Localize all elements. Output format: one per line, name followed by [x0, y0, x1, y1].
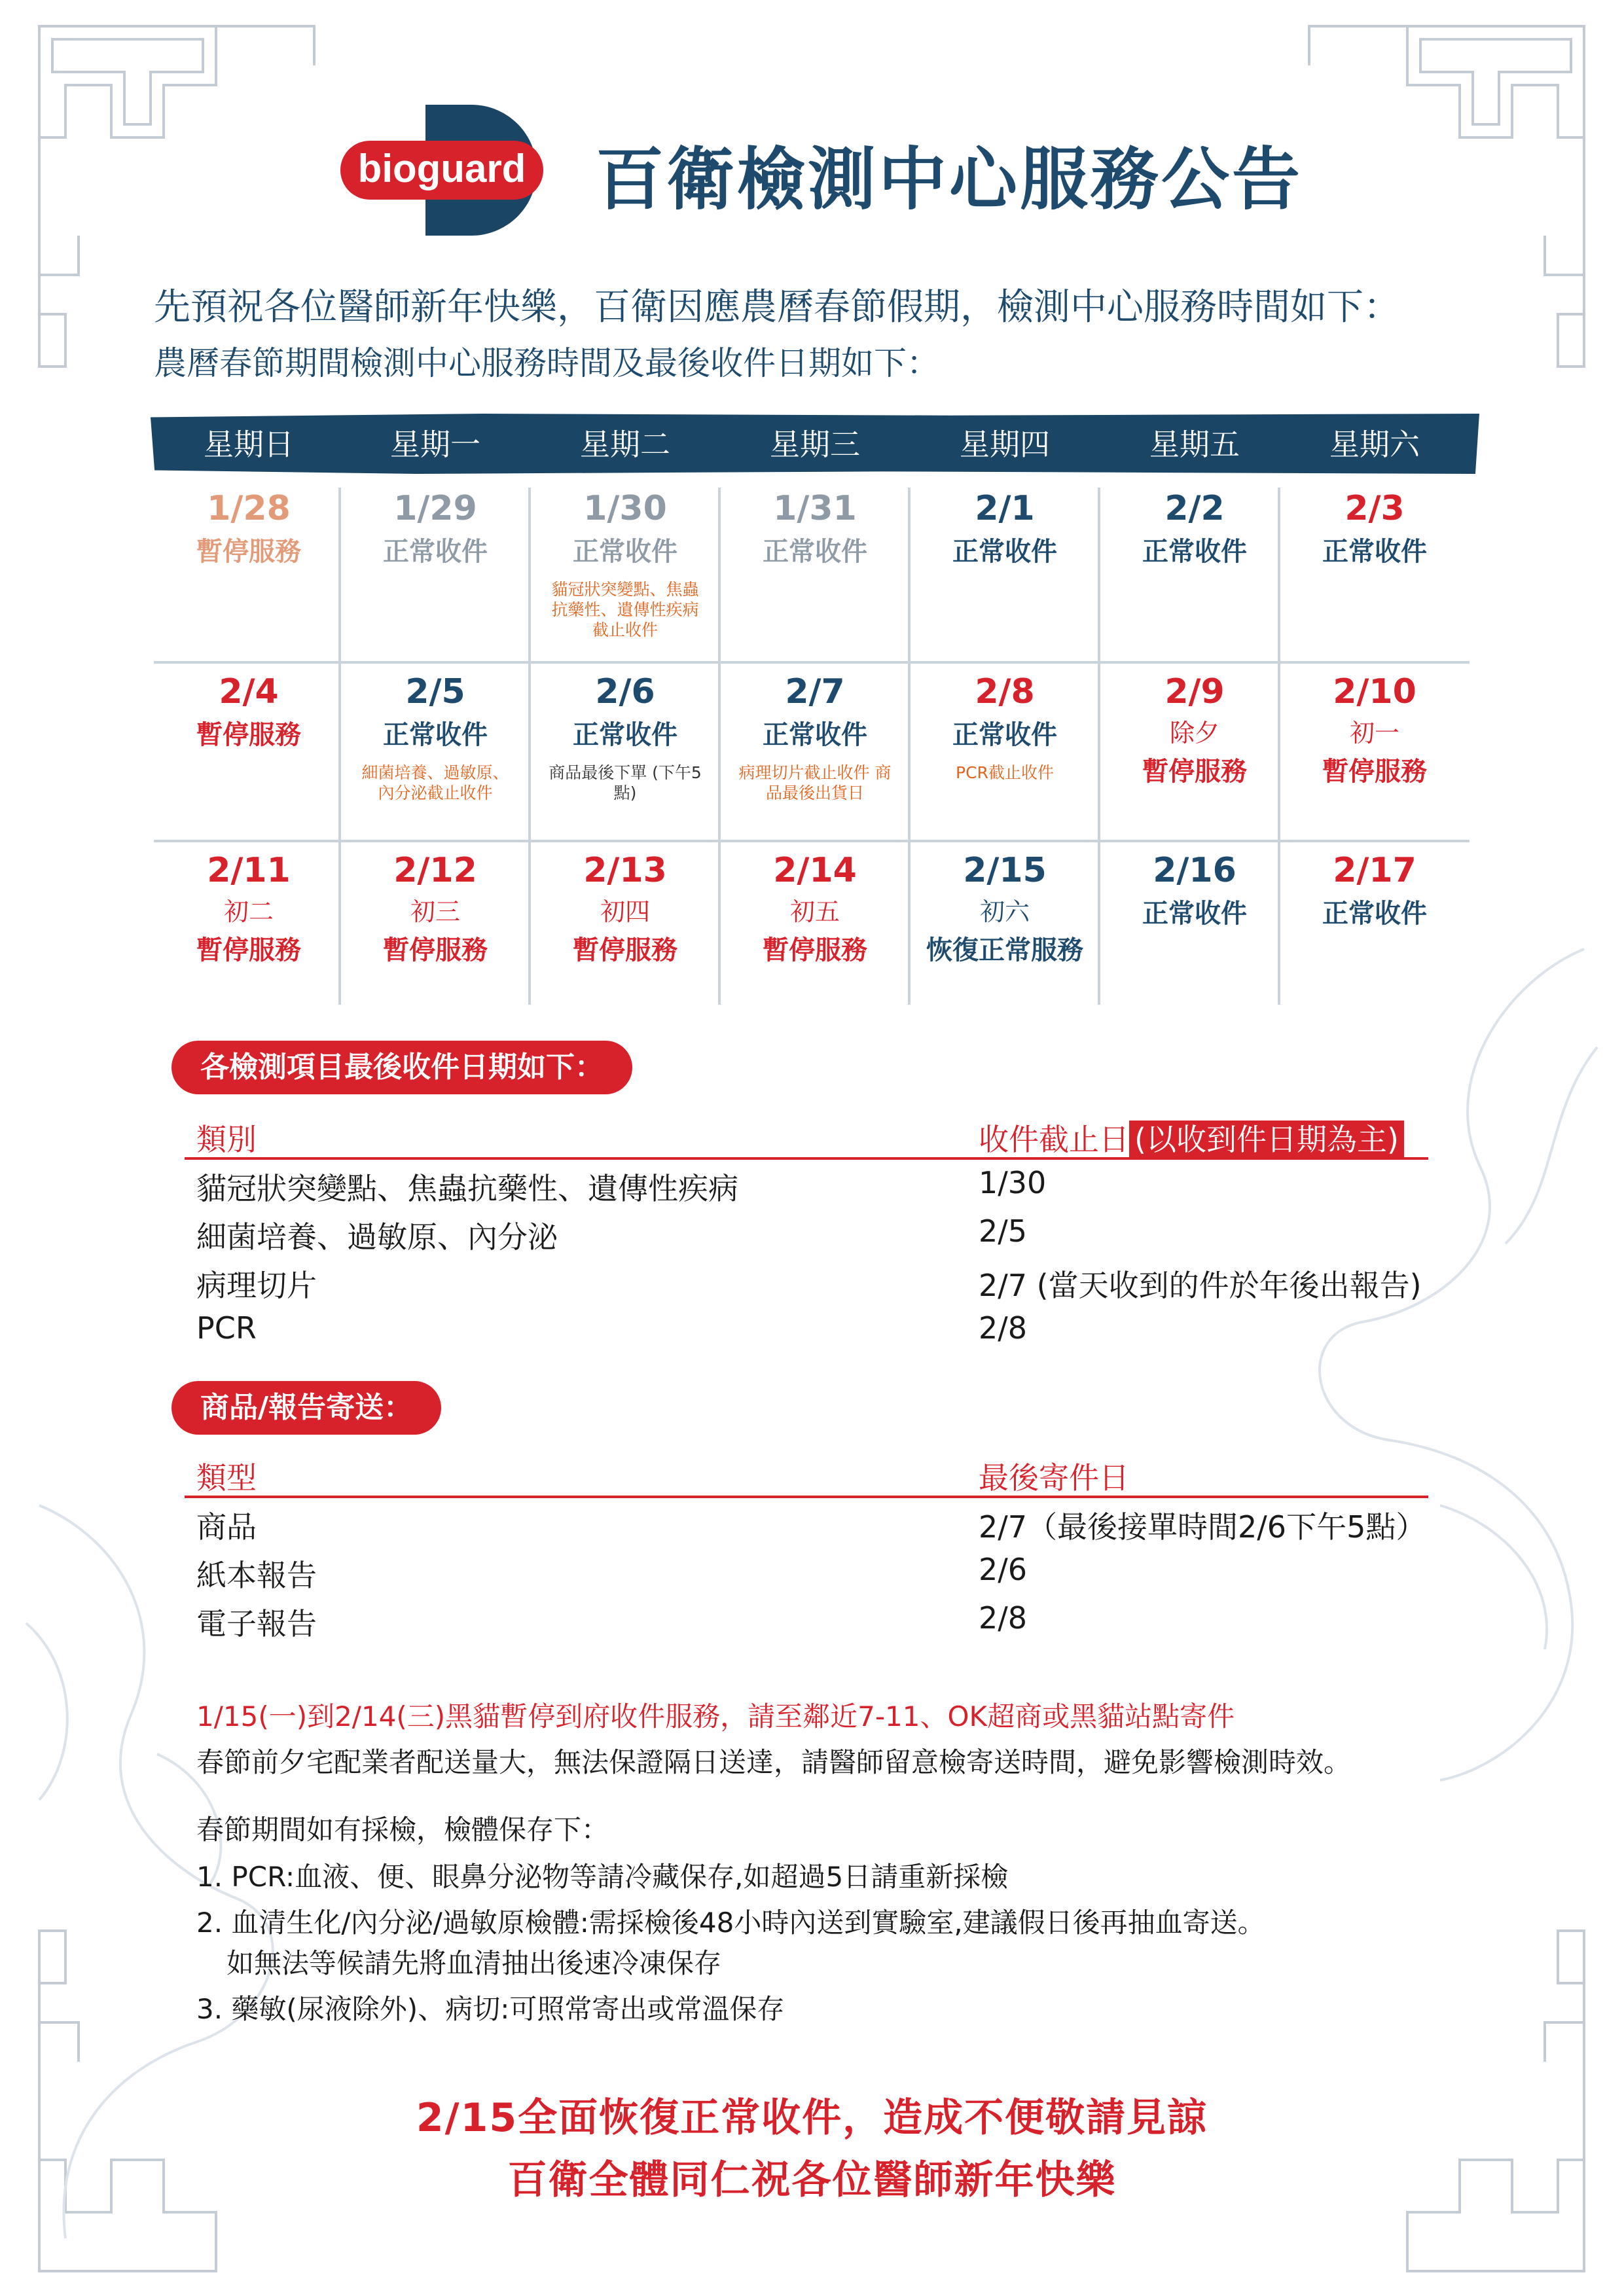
calendar-day-cell	[910, 488, 1100, 570]
bioguard-logo	[340, 105, 556, 236]
shipping-col-date: 最後寄件日	[979, 1460, 1129, 1496]
calendar-date: 1/29	[393, 489, 477, 528]
calendar-day-cell	[340, 488, 530, 570]
calendar-date: 2/17	[1333, 851, 1416, 890]
table-row-label: PCR	[196, 1310, 257, 1346]
calendar-day-cell	[154, 850, 344, 969]
calendar-lunar-day: 初五	[789, 897, 840, 926]
calendar-row-divider	[154, 840, 1470, 842]
deadlines-section-pill: 各檢測項目最後收件日期如下：	[171, 1041, 632, 1094]
shipping-section-pill: 商品/報告寄送：	[171, 1381, 441, 1435]
calendar-lunar-day: 初二	[223, 897, 274, 926]
calendar-date: 1/31	[773, 489, 857, 528]
intro-line-1: 先預祝各位醫師新年快樂，百衛因應農曆春節假期，檢測中心服務時間如下：	[154, 286, 1400, 329]
calendar-status: 正常收件	[573, 720, 677, 750]
table-row-label: 貓冠狀突變點、焦蟲抗藥性、遺傳性疾病	[196, 1171, 738, 1206]
calendar-lunar-day: 初一	[1349, 719, 1399, 747]
weekday-header: 星期六	[1329, 427, 1420, 462]
calendar-status: 正常收件	[1322, 899, 1427, 929]
calendar-status: 暫停服務	[196, 537, 301, 567]
calendar-lunar-day: 初四	[600, 897, 650, 926]
table-row-label: 商品	[196, 1509, 257, 1545]
storage-item-3: 3. 藥敏(尿液除外)、病切:可照常寄出或常溫保存	[196, 1993, 785, 2025]
calendar-status: 正常收件	[1322, 537, 1427, 567]
calendar-status: 暫停服務	[1142, 757, 1247, 787]
calendar-day-cell	[720, 671, 910, 803]
calendar-status: 暫停服務	[573, 935, 677, 965]
logo-text: bioguard	[357, 147, 526, 190]
weekday-header: 星期日	[204, 427, 294, 462]
calendar-date: 2/8	[975, 672, 1035, 711]
calendar-date: 2/10	[1333, 672, 1416, 711]
calendar-status: 正常收件	[383, 537, 488, 567]
closing-line-1: 2/15全面恢復正常收件，造成不便敬請見諒	[416, 2095, 1208, 2141]
deadlines-col-date: 收件截止日 (以收到件日期為主)	[979, 1116, 1404, 1159]
calendar-day-cell	[1100, 671, 1290, 790]
weekday-header: 星期三	[770, 427, 860, 462]
weekday-header: 星期二	[580, 427, 670, 462]
table-row-value: 2/5	[979, 1213, 1028, 1249]
weekday-header: 星期一	[390, 427, 480, 462]
table-row-value: 2/7（最後接單時間2/6下午5點）	[979, 1509, 1426, 1545]
calendar-day-cell	[910, 850, 1100, 969]
storage-item-2-cont: 如無法等候請先將血清抽出後速冷凍保存	[226, 1947, 722, 1979]
calendar-status: 暫停服務	[1322, 757, 1427, 787]
calendar-date: 2/15	[963, 851, 1047, 890]
calendar-lunar-day: 初六	[979, 897, 1030, 926]
calendar-day-cell	[1280, 488, 1470, 570]
calendar-status: 恢復正常服務	[926, 935, 1083, 965]
calendar-note: 貓冠狀突變點、焦蟲抗藥性、遺傳性疾病截止收件	[551, 580, 699, 639]
table-row-value: 2/7 (當天收到的件於年後出報告)	[979, 1268, 1422, 1303]
calendar-lunar-day: 初三	[410, 897, 460, 926]
calendar-status: 正常收件	[952, 720, 1057, 750]
calendar-date: 2/13	[583, 851, 667, 890]
storage-item-2: 2. 血清生化/內分泌/過敏原檢體:需採檢後48小時內送到實驗室,建議假日後再抽血寄送。	[196, 1907, 1265, 1939]
shipping-divider	[185, 1496, 1428, 1498]
table-row-label: 電子報告	[196, 1606, 317, 1641]
calendar-status: 正常收件	[1142, 899, 1247, 929]
calendar-note: 細菌培養、過敏原、內分泌截止收件	[361, 763, 509, 802]
notice-black-cat: 1/15(一)到2/14(三)黑貓暫停到府收件服務，請至鄰近7-11、OK超商或黑貓站點寄件	[196, 1700, 1235, 1732]
calendar-date: 2/14	[773, 851, 857, 890]
notice-delivery: 春節前夕宅配業者配送量大，無法保證隔日送達，請醫師留意檢寄送時間，避免影響檢測時效。	[196, 1746, 1352, 1778]
calendar-status: 正常收件	[763, 720, 867, 750]
calendar-day-cell	[1280, 850, 1470, 932]
calendar-day-cell	[1280, 671, 1470, 790]
calendar-day-cell	[720, 488, 910, 570]
table-row-label: 病理切片	[196, 1268, 317, 1303]
storage-item-1: 1. PCR:血液、便、眼鼻分泌物等請冷藏保存,如超過5日請重新採檢	[196, 1861, 1009, 1893]
deadlines-col-category: 類別	[196, 1122, 257, 1157]
page-title: 百衛檢測中心服務公告	[596, 139, 1303, 219]
calendar-status: 正常收件	[573, 537, 677, 567]
calendar-day-cell	[530, 850, 720, 969]
calendar-note: 病理切片截止收件 商品最後出貨日	[738, 763, 892, 802]
table-row-label: 紙本報告	[196, 1558, 317, 1593]
deadlines-highlight: (以收到件日期為主)	[1129, 1121, 1404, 1158]
calendar-day-cell	[340, 671, 530, 803]
calendar-date: 1/30	[583, 489, 667, 528]
weekday-header: 星期五	[1149, 427, 1240, 462]
calendar-status: 暫停服務	[196, 720, 301, 750]
calendar-status: 正常收件	[763, 537, 867, 567]
calendar-date: 2/16	[1153, 851, 1236, 890]
calendar-day-cell	[1100, 488, 1290, 570]
calendar-date: 2/11	[207, 851, 291, 890]
calendar-day-cell	[154, 488, 344, 570]
calendar-day-cell	[1100, 850, 1290, 932]
table-row-label: 細菌培養、過敏原、內分泌	[196, 1219, 558, 1255]
calendar-day-cell	[530, 488, 720, 640]
calendar-date: 2/7	[785, 672, 845, 711]
calendar-date: 2/6	[595, 672, 655, 711]
calendar-row-divider	[154, 661, 1470, 664]
table-row-value: 1/30	[979, 1165, 1047, 1200]
table-row-value: 2/8	[979, 1600, 1028, 1636]
calendar-note: 商品最後下單 (下午5點)	[549, 763, 702, 802]
calendar-date: 2/9	[1164, 672, 1225, 711]
calendar-day-cell	[910, 671, 1100, 783]
calendar-date: 1/28	[207, 489, 291, 528]
calendar-status: 正常收件	[383, 720, 488, 750]
table-row-value: 2/8	[979, 1310, 1028, 1346]
calendar-note: PCR截止收件	[956, 763, 1054, 782]
calendar-date: 2/3	[1344, 489, 1405, 528]
weekday-header: 星期四	[960, 427, 1050, 462]
shipping-col-type: 類型	[196, 1460, 257, 1496]
calendar-lunar-day: 除夕	[1169, 719, 1219, 747]
storage-title: 春節期間如有採檢，檢體保存下：	[196, 1814, 609, 1846]
calendar-date: 2/5	[405, 672, 465, 711]
calendar-date: 2/2	[1164, 489, 1225, 528]
calendar-date: 2/1	[975, 489, 1035, 528]
calendar-status: 正常收件	[952, 537, 1057, 567]
calendar-date: 2/4	[219, 672, 279, 711]
calendar-day-cell	[530, 671, 720, 803]
calendar-date: 2/12	[393, 851, 477, 890]
deadlines-divider	[185, 1157, 1428, 1160]
calendar-day-cell	[720, 850, 910, 969]
calendar-status: 暫停服務	[196, 935, 301, 965]
calendar-status: 暫停服務	[763, 935, 867, 965]
calendar-status: 正常收件	[1142, 537, 1247, 567]
calendar-status: 暫停服務	[383, 935, 488, 965]
calendar-day-cell	[154, 671, 344, 753]
intro-line-2: 農曆春節期間檢測中心服務時間及最後收件日期如下：	[154, 344, 939, 382]
table-row-value: 2/6	[979, 1552, 1028, 1587]
closing-line-2: 百衛全體同仁祝各位醫師新年快樂	[507, 2157, 1117, 2203]
calendar-day-cell	[340, 850, 530, 969]
